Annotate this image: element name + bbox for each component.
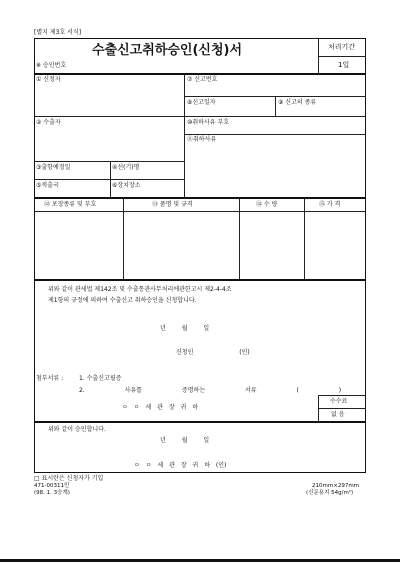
table-header-item: ⑬ 품명 및 규격	[152, 201, 193, 208]
divider	[184, 74, 185, 198]
divider	[318, 395, 366, 396]
approval-number-label: ※ 승인번호	[36, 62, 67, 69]
processing-period-label: 처리기간	[328, 43, 356, 51]
form-code: [별지 제3호 서식]	[34, 29, 82, 36]
declaration-type-label: ⑨ 신고의 종류	[278, 99, 317, 106]
divider	[34, 116, 366, 117]
attachment-item-2: 2. 사유를 증명하는 서류 ( )	[79, 387, 342, 394]
form-title: 수출신고취하승인(신청)서	[92, 43, 243, 58]
divider	[34, 73, 366, 75]
approval-date-line: 년 월 일	[160, 437, 210, 444]
fee-value: 없 음	[331, 411, 345, 418]
applicant-signature: 신청인 (인)	[176, 349, 250, 356]
withdrawal-reason-label: ⑪취하사유	[187, 136, 217, 143]
declaration-number-label: ⑦ 신고번호	[187, 76, 218, 83]
paper-spec: (신문용지 54g/m²)	[306, 490, 354, 496]
declaration-date-label: ⑧신고일자	[187, 99, 216, 106]
divider	[318, 408, 366, 409]
exporter-label: ② 수출자	[36, 119, 61, 126]
table-header-packaging: ⑫ 포장종류 및 부호	[44, 201, 97, 208]
divider	[34, 279, 366, 281]
divider	[34, 197, 366, 199]
approval-signature: ㅇ ㅇ 세 관 장 귀 하 (인)	[134, 462, 227, 469]
divider	[184, 134, 366, 135]
attachment-item-1: 1. 수출신고필증	[79, 375, 122, 382]
approval-statement: 위와 같이 승인합니다.	[48, 426, 106, 433]
destination-label: ⑤적출국	[36, 182, 59, 189]
attachments-label: 첨부서류 :	[36, 375, 64, 382]
withdrawal-reason-code-label: ⑩취하사유 부호	[187, 119, 230, 126]
customs-addressee: ㅇ ㅇ 세 관 장 귀 하	[122, 404, 199, 411]
departure-date-label: ③출항예정일	[36, 164, 71, 171]
footer-note: □ 표시란은 신청자가 기입	[34, 475, 104, 482]
divider	[34, 421, 366, 423]
divider	[34, 179, 184, 180]
paper-size: 210mm×297mm	[312, 483, 360, 489]
table-header-price: ⑮ 가 격	[319, 201, 341, 208]
application-date-line: 년 월 일	[160, 325, 210, 332]
form-revision-date: (98. 1. 3승계)	[34, 490, 70, 496]
scan-edge	[0, 559, 400, 562]
form-number: 471-00311민	[34, 483, 70, 489]
applicant-label: ① 신청자	[36, 76, 61, 83]
statement-line-2: 제1항의 규정에 의하여 수출신고 취하승인을 신청합니다.	[48, 297, 197, 304]
divider	[34, 161, 184, 162]
statement-line-1: 위와 같이 관세법 제142조 및 수출통관사무처리에관한고시 제2-4-4조	[48, 286, 232, 293]
divider	[34, 211, 366, 212]
divider	[318, 56, 366, 57]
divider	[275, 96, 276, 116]
vessel-name-label: ④선(기)명	[112, 164, 140, 171]
fee-label: 수수료	[330, 398, 348, 405]
loading-place-label: ⑥장치장소	[112, 182, 141, 189]
processing-period-value: 1일	[338, 61, 350, 69]
table-header-quantity: ⑭ 수 량	[256, 201, 278, 208]
